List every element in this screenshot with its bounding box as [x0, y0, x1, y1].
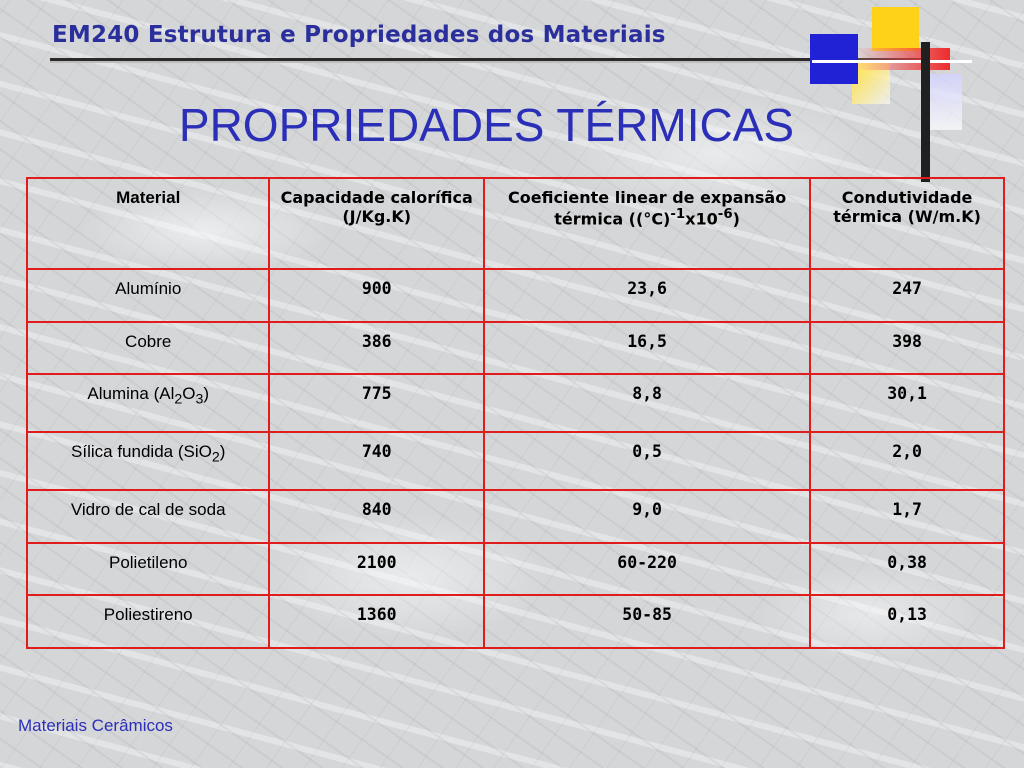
expansion-cell: 50-85 [484, 595, 810, 648]
material-cell: Vidro de cal de soda [27, 490, 269, 543]
header-divider [50, 58, 930, 63]
table-row [27, 543, 1004, 596]
table-header-row [27, 178, 1004, 269]
header-thermal-conductivity: Condutividade térmica (W/m.K) [810, 178, 1004, 269]
decorative-yellow-square [872, 7, 919, 51]
conductivity-cell: 398 [810, 322, 1004, 375]
expansion-cell: 8,8 [484, 374, 810, 432]
material-cell: Poliestireno [27, 595, 269, 648]
slide-title: PROPRIEDADES TÉRMICAS [178, 99, 795, 151]
header-heat-capacity: Capacidade calorífica (J/Kg.K) [269, 178, 484, 269]
decorative-white-line [812, 60, 972, 63]
table-row [27, 269, 1004, 322]
footer-caption: Materiais Cerâmicos [18, 716, 173, 735]
conductivity-cell: 1,7 [810, 490, 1004, 543]
expansion-cell: 60-220 [484, 543, 810, 596]
conductivity-cell: 30,1 [810, 374, 1004, 432]
conductivity-cell: 0,13 [810, 595, 1004, 648]
material-cell: Cobre [27, 322, 269, 375]
course-title: EM240 Estrutura e Propriedades dos Materiais [52, 22, 666, 48]
material-cell: Alumina $(Al_2O_3)$ [27, 374, 269, 432]
expansion-cell: 23,6 [484, 269, 810, 322]
thermal-properties-table [26, 177, 1005, 649]
material-cell: Alumínio [27, 269, 269, 322]
conductivity-cell: 247 [810, 269, 1004, 322]
heat-capacity-cell: 1360 [269, 595, 484, 648]
expansion-cell: 0,5 [484, 432, 810, 490]
header-material: Material [27, 178, 269, 269]
table-row [27, 490, 1004, 543]
table-row [27, 595, 1004, 648]
table-row [27, 322, 1004, 375]
heat-capacity-cell: 840 [269, 490, 484, 543]
table-row [27, 374, 1004, 432]
heat-capacity-cell: 900 [269, 269, 484, 322]
heat-capacity-cell: 386 [269, 322, 484, 375]
material-cell: Sílica fundida (SiO$_2$) [27, 432, 269, 490]
header-expansion-coefficient: Coeficiente linear de expansão térmica $((^\circ C)^{-1}x10^{-6})$ [484, 178, 810, 269]
expansion-cell: 9,0 [484, 490, 810, 543]
heat-capacity-cell: 775 [269, 374, 484, 432]
conductivity-cell: 0,38 [810, 543, 1004, 596]
conductivity-cell: 2,0 [810, 432, 1004, 490]
decorative-red-bar [858, 48, 950, 70]
heat-capacity-cell: 2100 [269, 543, 484, 596]
heat-capacity-cell: 740 [269, 432, 484, 490]
decorative-blue-square [810, 34, 858, 84]
expansion-cell: 16,5 [484, 322, 810, 375]
table-row [27, 432, 1004, 490]
material-cell: Polietileno [27, 543, 269, 596]
properties-table-container [26, 177, 1005, 649]
